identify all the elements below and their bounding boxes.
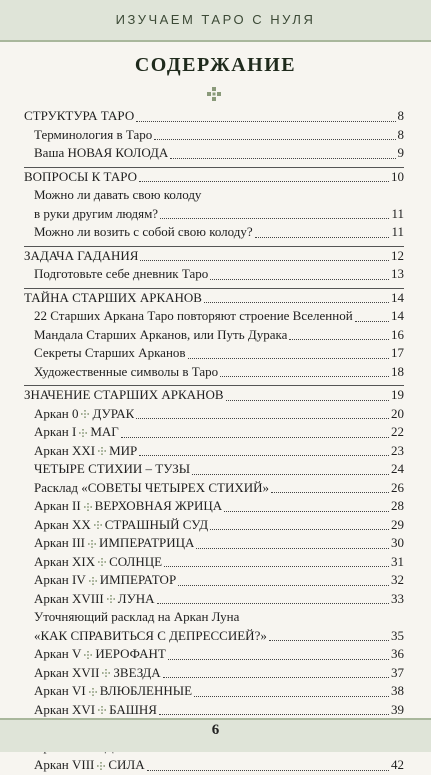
arcana-name: ВЕРХОВНАЯ ЖРИЦА <box>94 498 223 513</box>
diamond-separator-icon <box>107 595 115 603</box>
toc-entry[interactable] <box>24 205 404 224</box>
dot-leader <box>192 473 389 475</box>
dot-leader <box>269 639 389 641</box>
arcana-number: Аркан 0 <box>34 405 79 421</box>
toc-page-number: 10 <box>391 168 404 184</box>
dot-leader <box>163 676 389 678</box>
toc-page-number: 11 <box>391 224 404 239</box>
toc-entry-title: Мандала Старших Арканов, или Путь Дурака <box>34 326 288 342</box>
toc-page-number: 42 <box>391 757 404 772</box>
arcana-number: Аркан II <box>34 498 81 513</box>
toc-entry-title: Подготовьте себе дневник Таро <box>34 266 209 281</box>
diamond-separator-icon <box>98 706 106 714</box>
arcana-name: СТРАШНЫЙ СУД <box>104 516 209 532</box>
toc-page-number: 9 <box>397 145 404 160</box>
toc-entry-title: ЗАДАЧА ГАДАНИЯ <box>24 247 139 263</box>
toc-entry[interactable] <box>24 307 404 326</box>
arcana-number: Аркан XXI <box>34 442 96 458</box>
toc-entry-title: СТРУКТУРА ТАРО <box>24 108 135 123</box>
dot-leader <box>355 320 389 322</box>
toc-page-number: 14 <box>391 289 404 305</box>
dot-leader <box>136 120 395 122</box>
toc-page-number: 39 <box>391 701 404 717</box>
toc-entry[interactable] <box>24 516 404 535</box>
toc-entry[interactable] <box>24 405 404 424</box>
toc-entry[interactable] <box>24 701 404 720</box>
dot-leader <box>178 584 389 586</box>
diamond-separator-icon <box>89 577 97 585</box>
arcana-number: Аркан VIII <box>34 757 95 772</box>
toc-entry-title <box>34 756 145 775</box>
toc-page-number: 35 <box>391 627 404 643</box>
dot-leader <box>168 658 389 660</box>
arcana-name: БАШНЯ <box>109 701 157 717</box>
arcana-number: Аркан XVI <box>34 701 96 717</box>
toc-entry-title: «КАК СПРАВИТЬСЯ С ДЕПРЕССИЕЙ?» <box>34 627 267 643</box>
toc-page-number: 13 <box>391 266 404 281</box>
dot-leader <box>194 695 389 697</box>
arcana-name: СИЛА <box>108 757 145 772</box>
diamond-separator-icon <box>88 540 96 548</box>
arcana-number: Аркан V <box>34 646 82 661</box>
diamond-separator-icon <box>102 669 110 677</box>
toc-page-number: 33 <box>391 590 404 606</box>
toc-entry-title <box>34 701 157 720</box>
diamond-separator-icon <box>79 429 87 437</box>
dot-leader <box>160 217 389 219</box>
toc-entry[interactable] <box>24 326 404 345</box>
toc-page-number: 28 <box>391 498 404 513</box>
dot-leader <box>271 491 389 493</box>
toc-entry-title <box>34 553 162 572</box>
arcana-number: Аркан XVIII <box>34 590 104 606</box>
arcana-number: Аркан I <box>34 424 77 439</box>
diamond-separator-icon <box>98 558 106 566</box>
toc-page-number: 14 <box>391 308 404 323</box>
toc-entry[interactable] <box>24 608 404 627</box>
toc-entry-title <box>34 516 208 535</box>
dot-leader <box>255 236 390 238</box>
toc-entry[interactable] <box>24 627 404 646</box>
arcana-name: ИМПЕРАТРИЦА <box>98 535 195 550</box>
toc-entry-title: Терминология в Таро <box>34 126 153 142</box>
toc-page-number: 23 <box>391 442 404 458</box>
toc-entry-title: 22 Старших Аркана Таро повторяют строение Вселенной <box>34 308 353 323</box>
toc-entry[interactable] <box>24 479 404 498</box>
toc-heading: СОДЕРЖАНИЕ <box>134 54 297 76</box>
toc-entry-title <box>34 442 137 461</box>
toc-entry-title: ЧЕТЫРЕ СТИХИИ – ТУЗЫ <box>34 461 191 476</box>
page-number: 6 <box>211 722 220 738</box>
toc-entry-title: Уточняющий расклад на Аркан Луна <box>34 609 240 624</box>
diamond-separator-icon <box>94 521 102 529</box>
toc-entry[interactable] <box>24 664 404 683</box>
toc-entry[interactable] <box>24 265 404 284</box>
toc-entry[interactable] <box>24 186 404 205</box>
arcana-name: МИР <box>109 442 138 458</box>
toc-entry[interactable] <box>24 571 404 590</box>
dot-leader <box>147 769 389 771</box>
diamond-separator-icon <box>84 503 92 511</box>
toc-chapter[interactable] <box>24 168 404 187</box>
arcana-name: ДУРАК <box>92 405 135 421</box>
toc-page-number: 30 <box>391 535 404 550</box>
dot-leader <box>224 510 389 512</box>
toc-page-number: 16 <box>391 326 404 342</box>
dot-leader <box>210 528 389 530</box>
toc-chapter[interactable] <box>24 247 404 266</box>
toc-entry[interactable] <box>24 363 404 382</box>
toc-page-number: 31 <box>391 553 404 569</box>
toc-section <box>24 107 404 163</box>
toc-entry[interactable] <box>24 126 404 145</box>
toc-entry[interactable] <box>24 645 404 664</box>
toc-section <box>24 167 404 242</box>
dot-leader <box>140 259 389 261</box>
diamond-separator-icon <box>84 651 92 659</box>
arcana-name: МАГ <box>90 424 119 439</box>
toc-section <box>24 246 404 284</box>
dot-leader <box>196 547 389 549</box>
toc-page-number: 11 <box>391 205 404 221</box>
dot-leader <box>136 417 389 419</box>
diamond-separator-icon <box>97 762 105 770</box>
toc-page-number: 8 <box>397 126 404 142</box>
toc-entry-title: ТАЙНА СТАРШИХ АРКАНОВ <box>24 289 202 305</box>
arcana-number: Аркан III <box>34 535 85 550</box>
dot-leader <box>164 565 389 567</box>
arcana-number: Аркан VI <box>34 683 86 698</box>
toc-entry-title <box>34 664 161 683</box>
toc-section <box>24 385 404 775</box>
toc-page-number: 12 <box>391 247 404 263</box>
toc-page-number: 32 <box>391 572 404 587</box>
toc-page-number: 18 <box>391 363 404 379</box>
toc-entry[interactable] <box>24 497 404 516</box>
diamond-separator-icon <box>98 447 106 455</box>
toc-page-number: 8 <box>397 108 404 123</box>
arcana-number: Аркан XVII <box>34 664 100 680</box>
toc-entry-title: в руки другим людям? <box>34 205 159 221</box>
toc-entry-title <box>34 590 155 609</box>
toc-entry-title: Можно ли давать свою колоду <box>34 187 202 202</box>
toc-entry-title <box>34 682 192 701</box>
arcana-number: Аркан XX <box>34 516 91 532</box>
arcana-number: Аркан IV <box>34 572 86 587</box>
toc-page-number: 38 <box>391 683 404 698</box>
dot-leader <box>289 338 389 340</box>
toc-entry[interactable] <box>24 442 404 461</box>
toc-entry[interactable] <box>24 590 404 609</box>
running-title: ИЗУЧАЕМ ТАРО С НУЛЯ <box>115 12 316 27</box>
toc-entry-title: Ваша НОВАЯ КОЛОДА <box>34 145 169 160</box>
toc-entry-title: Расклад «СОВЕТЫ ЧЕТЫРЕХ СТИХИЙ» <box>34 479 270 495</box>
toc-page-number: 24 <box>391 461 404 476</box>
toc-entry-title <box>34 405 134 424</box>
table-of-contents <box>24 103 404 775</box>
toc-page-number: 20 <box>391 405 404 421</box>
arcana-number: Аркан XIX <box>34 553 96 569</box>
dot-leader <box>139 180 389 182</box>
arcana-name: ЗВЕЗДА <box>113 664 161 680</box>
toc-entry[interactable] <box>24 344 404 363</box>
toc-entry[interactable] <box>24 756 404 775</box>
toc-page-number: 19 <box>391 387 404 402</box>
toc-entry[interactable] <box>24 423 404 442</box>
toc-entry-title <box>34 534 194 553</box>
arcana-name: ВЛЮБЛЕННЫЕ <box>99 683 193 698</box>
dot-leader <box>139 454 389 456</box>
arcana-name: ИЕРОФАНТ <box>95 646 166 661</box>
toc-chapter[interactable] <box>24 107 404 126</box>
ornament-icon <box>207 87 221 101</box>
dot-leader <box>210 278 389 280</box>
toc-chapter[interactable] <box>24 386 404 405</box>
dot-leader <box>220 375 389 377</box>
toc-entry[interactable] <box>24 144 404 163</box>
arcana-name: СОЛНЦЕ <box>109 553 163 569</box>
toc-page-number: 22 <box>391 424 404 439</box>
toc-entry-title: ВОПРОСЫ К ТАРО <box>24 168 138 184</box>
diamond-separator-icon <box>81 410 89 418</box>
toc-section <box>24 288 404 382</box>
dot-leader <box>121 436 389 438</box>
toc-chapter[interactable] <box>24 289 404 308</box>
toc-entry[interactable] <box>24 460 404 479</box>
arcana-name: ЛУНА <box>117 590 155 606</box>
toc-entry-title: ЗНАЧЕНИЕ СТАРШИХ АРКАНОВ <box>24 387 224 402</box>
toc-page-number: 29 <box>391 516 404 532</box>
toc-page-number: 26 <box>391 479 404 495</box>
toc-page-number: 17 <box>391 345 404 360</box>
dot-leader <box>157 602 389 604</box>
dot-leader <box>154 138 395 140</box>
toc-entry[interactable] <box>24 553 404 572</box>
toc-entry-title <box>34 497 222 516</box>
dot-leader <box>170 157 395 159</box>
dot-leader <box>204 301 389 303</box>
toc-page-number: 37 <box>391 664 404 680</box>
arcana-name: ИМПЕРАТОР <box>99 572 177 587</box>
dot-leader <box>188 357 389 359</box>
toc-entry-title: Художественные символы в Таро <box>34 363 219 379</box>
toc-entry-title <box>34 645 166 664</box>
toc-entry[interactable] <box>24 534 404 553</box>
dot-leader <box>159 713 389 715</box>
toc-page-number: 36 <box>391 646 404 661</box>
dot-leader <box>226 399 389 401</box>
toc-entry-title <box>34 571 176 590</box>
toc-entry-title: Можно ли возить с собой свою колоду? <box>34 224 253 239</box>
diamond-separator-icon <box>89 688 97 696</box>
toc-entry[interactable] <box>24 682 404 701</box>
toc-entry[interactable] <box>24 223 404 242</box>
toc-entry-title <box>34 423 119 442</box>
toc-entry-title: Секреты Старших Арканов <box>34 345 186 360</box>
